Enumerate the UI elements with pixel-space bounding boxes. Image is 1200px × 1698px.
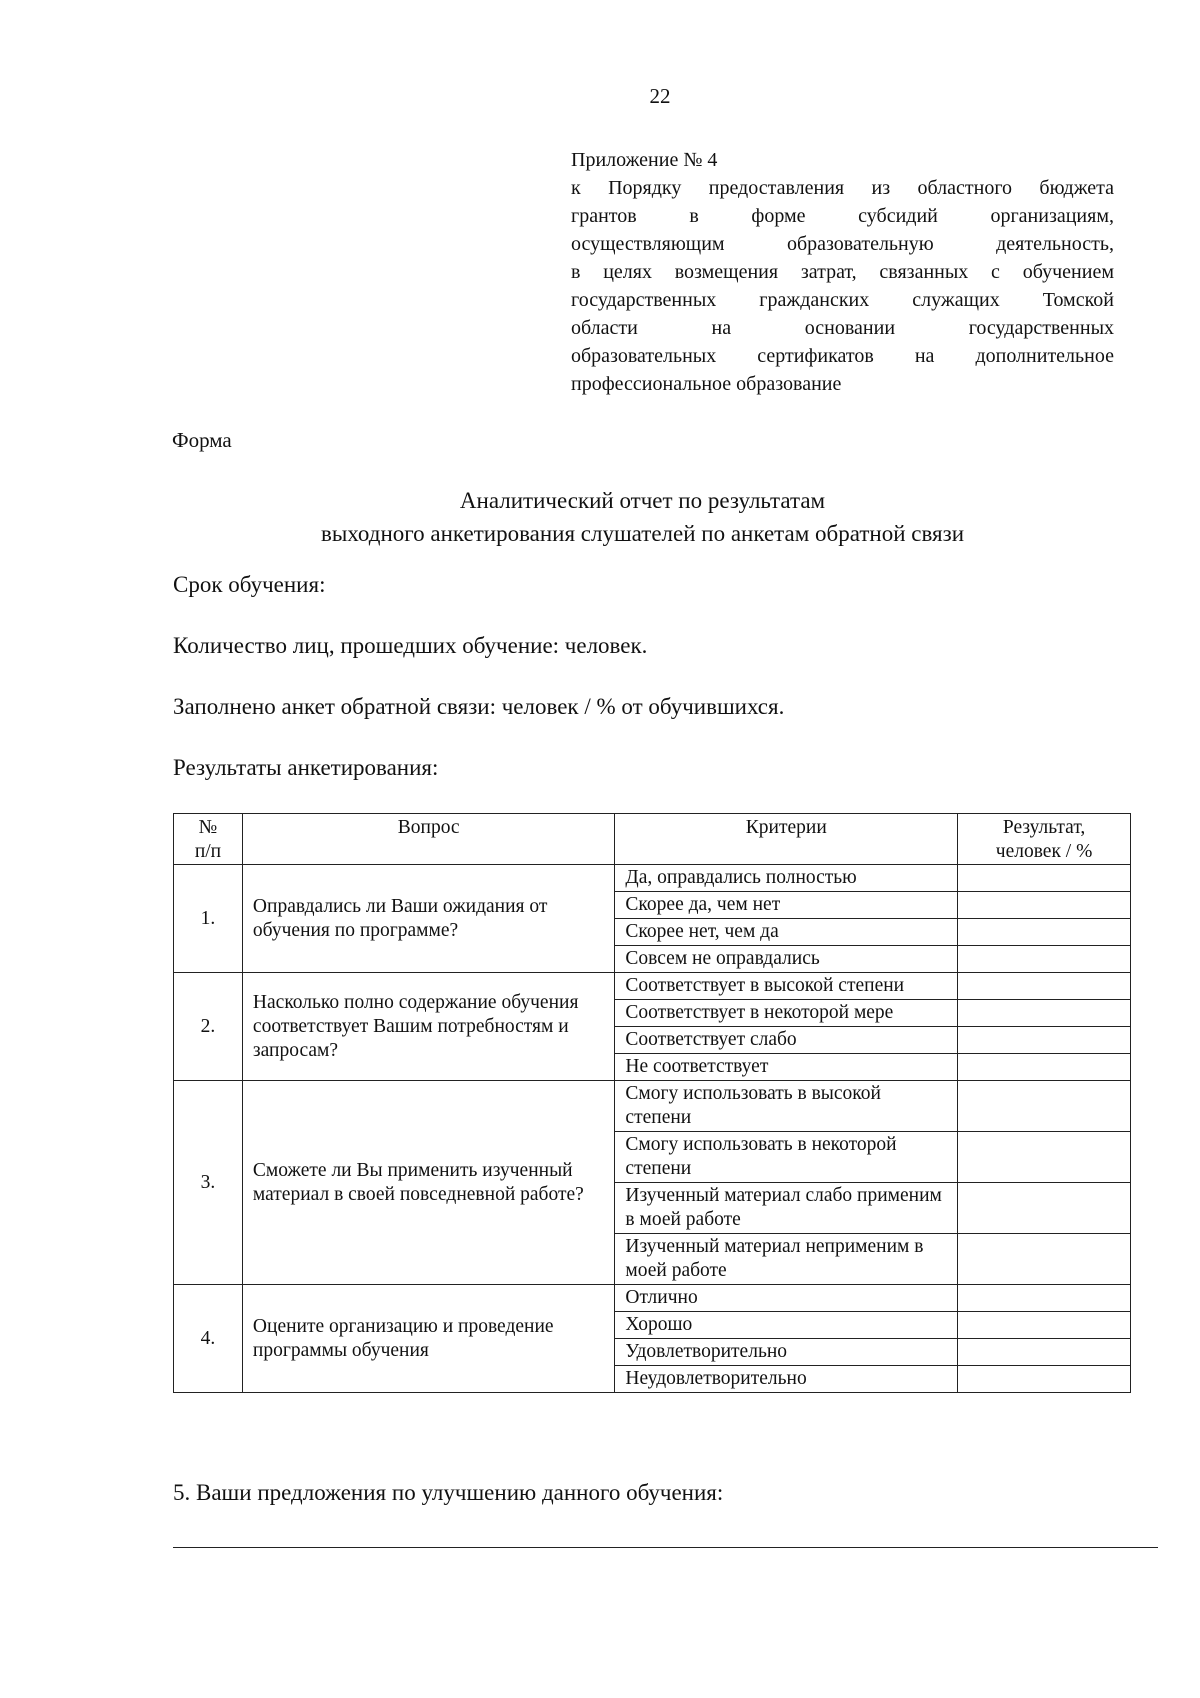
report-title-line: Аналитический отчет по результатам [459,488,826,513]
result-cell[interactable] [958,946,1131,973]
annex-line: грантов в форме субсидий организациям, [571,205,1114,227]
row-number: 4. [174,1285,243,1393]
forms-filled-field: Заполнено анкет обратной связи: человек / % от обучившихся. [173,694,785,719]
annex-line: осуществляющим образовательную деятельность, [571,233,1114,255]
result-cell[interactable] [958,1234,1131,1285]
suggestions-answer-line[interactable] [173,1547,1158,1548]
result-cell[interactable] [958,865,1131,892]
header-result: Результат, человек / % [958,814,1131,865]
header-question: Вопрос [242,814,615,865]
criterion-cell: Хорошо [615,1312,958,1339]
criterion-cell: Отлично [615,1285,958,1312]
criterion-cell: Смогу использовать в высокой степени [615,1081,958,1132]
result-cell[interactable] [958,1312,1131,1339]
result-cell[interactable] [958,1000,1131,1027]
row-question: Насколько полно содержание обучения соответствует Вашим потребностям и запросам? [242,973,615,1081]
table-row [174,1285,1131,1312]
row-number: 3. [174,1081,243,1285]
result-cell[interactable] [958,919,1131,946]
page-number: 22 [649,84,671,108]
form-label: Форма [172,428,232,452]
result-cell[interactable] [958,1027,1131,1054]
result-cell[interactable] [958,1366,1131,1393]
suggestions-prompt: 5. Ваши предложения по улучшению данного обучения: [173,1480,724,1505]
result-cell[interactable] [958,892,1131,919]
annex-line: к Порядку предоставления из областного бюджета [571,177,1114,199]
criterion-cell: Смогу использовать в некоторой степени [615,1132,958,1183]
criterion-cell: Не соответствует [615,1054,958,1081]
row-number: 2. [174,973,243,1081]
annex-title: Приложение № 4 [571,149,718,171]
result-cell[interactable] [958,1339,1131,1366]
criterion-cell: Изученный материал неприменим в моей работе [615,1234,958,1285]
row-question: Оправдались ли Ваши ожидания от обучения по программе? [242,865,615,973]
survey-results-table [173,813,1131,1393]
annex-line: в целях возмещения затрат, связанных с обучением [571,261,1114,283]
result-cell[interactable] [958,1054,1131,1081]
table-row [174,973,1131,1000]
criterion-cell: Удовлетворительно [615,1339,958,1366]
header-number: № п/п [174,814,243,865]
report-title [172,484,1113,550]
criterion-cell: Совсем не оправдались [615,946,958,973]
report-title-line: выходного анкетирования слушателей по анкетам обратной связи [320,521,964,546]
table-row [174,1081,1131,1132]
criterion-cell: Неудовлетворительно [615,1366,958,1393]
criterion-cell: Да, оправдались полностью [615,865,958,892]
criterion-cell: Изученный материал слабо применим в моей работе [615,1183,958,1234]
annex-block [571,146,1114,398]
row-number: 1. [174,865,243,973]
annex-line: профессиональное образование [571,373,842,395]
annex-line: государственных гражданских служащих Томской [571,289,1114,311]
results-heading: Результаты анкетирования: [173,755,439,780]
criterion-cell: Соответствует в высокой степени [615,973,958,1000]
criterion-cell: Скорее да, чем нет [615,892,958,919]
annex-line: области на основании государственных [571,317,1114,339]
result-cell[interactable] [958,1132,1131,1183]
table-row [174,865,1131,892]
criterion-cell: Скорее нет, чем да [615,919,958,946]
table-header-row [174,814,1131,865]
row-question: Оцените организацию и проведение программы обучения [242,1285,615,1393]
criterion-cell: Соответствует в некоторой мере [615,1000,958,1027]
trained-count-field: Количество лиц, прошедших обучение: человек. [173,633,648,658]
study-period-field: Срок обучения: [173,572,326,597]
header-criteria: Критерии [615,814,958,865]
row-question: Сможете ли Вы применить изученный материал в своей повседневной работе? [242,1081,615,1285]
result-cell[interactable] [958,973,1131,1000]
criterion-cell: Соответствует слабо [615,1027,958,1054]
annex-line: образовательных сертификатов на дополнительное [571,345,1114,367]
result-cell[interactable] [958,1183,1131,1234]
result-cell[interactable] [958,1285,1131,1312]
result-cell[interactable] [958,1081,1131,1132]
